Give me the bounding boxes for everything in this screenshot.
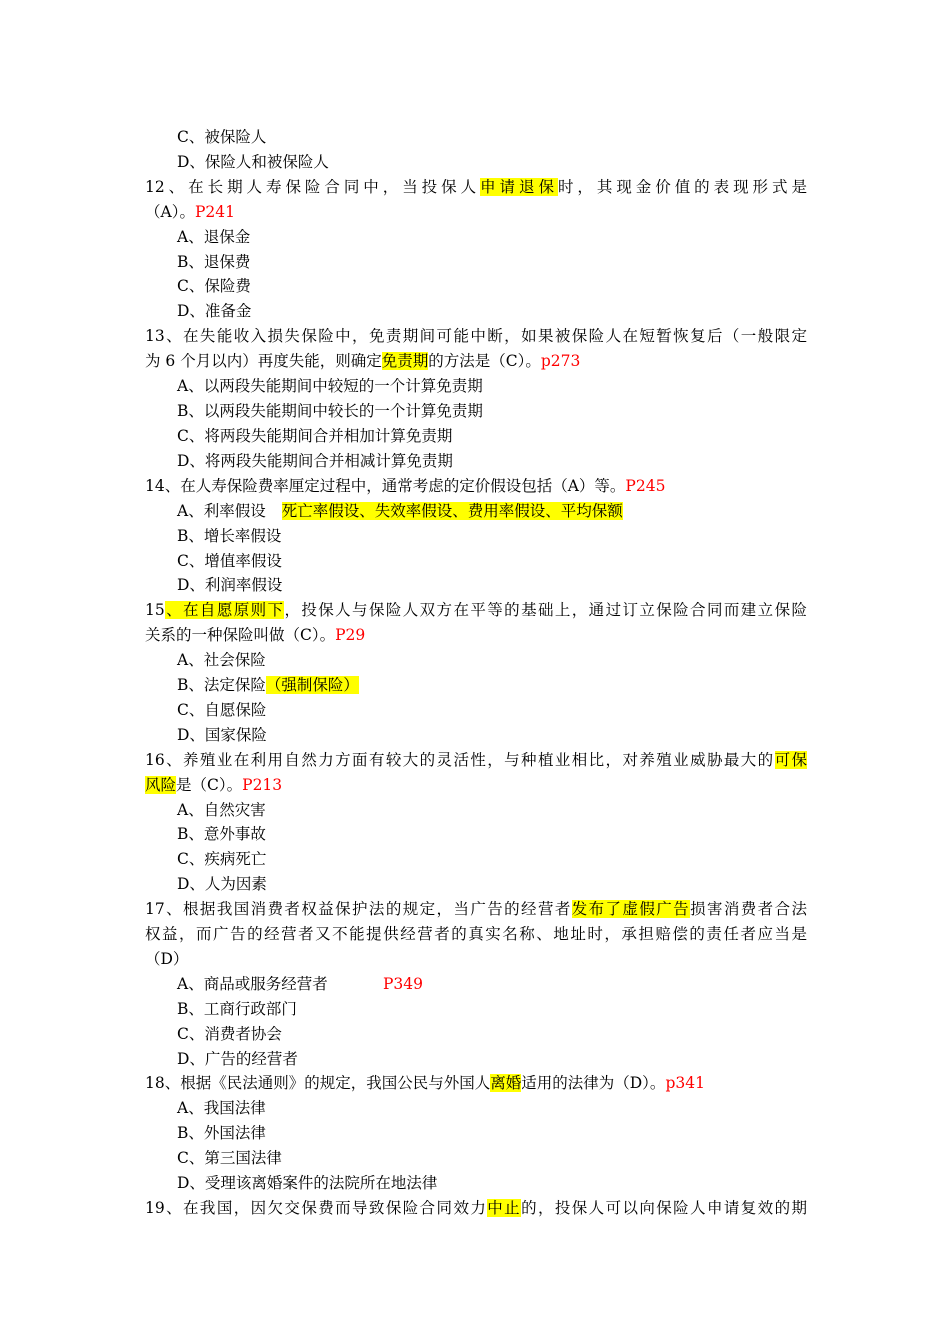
q13-stem-line2: 为 6 个月以内）再度失能，则确定免责期的方法是（C）。p273 xyxy=(145,352,581,370)
q14-option-b: B、增长率假设 xyxy=(177,527,282,545)
q12-stem-line1: 12、在长期人寿保险合同中，当投保人申请退保时，其现金价值的表现形式是 xyxy=(145,178,807,196)
q16-option-c: C、疾病死亡 xyxy=(177,850,267,868)
q12-option-a: A、退保金 xyxy=(177,228,251,246)
q16-stem-line1: 16、养殖业在利用自然力方面有较大的灵活性，与种植业相比，对养殖业威胁最大的可保 xyxy=(145,751,807,769)
q14-option-d: D、利润率假设 xyxy=(177,576,283,594)
page-reference: P29 xyxy=(335,626,366,644)
highlight: 发布了虚假广告 xyxy=(571,900,691,918)
page-reference: P349 xyxy=(383,975,424,993)
highlight: 中止 xyxy=(487,1199,522,1217)
page-reference: P213 xyxy=(242,776,283,794)
highlight: 免责期 xyxy=(381,352,429,370)
q14-stem-line1: 14、在人寿保险费率厘定过程中，通常考虑的定价假设包括（A）等。P245 xyxy=(145,477,666,495)
q12-option-b: B、退保费 xyxy=(177,253,251,271)
highlight: 离婚 xyxy=(490,1074,522,1092)
q13-option-c: C、将两段失能期间合并相加计算免责期 xyxy=(177,427,453,445)
q13-option-a: A、以两段失能期间中较短的一个计算免责期 xyxy=(177,377,483,395)
q15-stem-line1: 15、在自愿原则下，投保人与保险人双方在平等的基础上，通过订立保险合同而建立保险 xyxy=(145,601,807,619)
highlight: 、在自愿原则下 xyxy=(164,601,285,619)
q16-option-a: A、自然灾害 xyxy=(177,801,266,819)
q18-option-a: A、我国法律 xyxy=(177,1099,266,1117)
page-reference: P241 xyxy=(194,203,235,221)
q16-stem-line2: 风险是（C）。P213 xyxy=(145,776,283,794)
q12-stem-line2: （A）。P241 xyxy=(145,203,235,221)
q18-option-d: D、受理该离婚案件的法院所在地法律 xyxy=(177,1174,438,1192)
q16-option-d: D、人为因素 xyxy=(177,875,267,893)
q15-option-c: C、自愿保险 xyxy=(177,701,267,719)
q15-stem-line2: 关系的一种保险叫做（C）。P29 xyxy=(145,626,366,644)
q16-option-b: B、意外事故 xyxy=(177,825,266,843)
q18-option-c: C、第三国法律 xyxy=(177,1149,282,1167)
highlight: 可保 xyxy=(774,751,807,769)
q17-option-b: B、工商行政部门 xyxy=(177,1000,297,1018)
page-reference: p273 xyxy=(540,352,581,370)
q18-stem-line1: 18、根据《民法通则》的规定，我国公民与外国人离婚适用的法律为（D）。p341 xyxy=(145,1074,705,1092)
highlight: 风险 xyxy=(145,776,177,794)
q12-option-c: C、保险费 xyxy=(177,277,251,295)
q17-stem-line1: 17、根据我国消费者权益保护法的规定，当广告的经营者发布了虚假广告损害消费者合法 xyxy=(145,900,807,918)
highlight: 申请退保 xyxy=(480,178,558,196)
q15-option-a: A、社会保险 xyxy=(177,651,266,669)
q12-option-d: D、准备金 xyxy=(177,302,252,320)
q15-option-b: B、法定保险（强制保险） xyxy=(177,676,359,694)
q14-option-c: C、增值率假设 xyxy=(177,552,282,570)
q14-option-a: A、利率假设 死亡率假设、失效率假设、费用率假设、平均保额 xyxy=(177,502,623,520)
q13-option-b: B、以两段失能期间中较长的一个计算免责期 xyxy=(177,402,483,420)
q17-option-d: D、广告的经营者 xyxy=(177,1050,298,1068)
page-reference: P245 xyxy=(625,477,666,495)
q11-option-d: D、保险人和被保险人 xyxy=(177,153,329,171)
q15-option-d: D、国家保险 xyxy=(177,726,267,744)
highlight-note: （强制保险） xyxy=(265,676,359,694)
q17-stem-line3: （D） xyxy=(145,950,189,968)
q17-option-c: C、消费者协会 xyxy=(177,1025,282,1043)
q18-option-b: B、外国法律 xyxy=(177,1124,266,1142)
page-reference: p341 xyxy=(665,1074,705,1092)
q13-option-d: D、将两段失能期间合并相减计算免责期 xyxy=(177,452,453,470)
highlight-note: 死亡率假设、失效率假设、费用率假设、平均保额 xyxy=(281,502,623,520)
q17-option-a: A、商品或服务经营者 P349 xyxy=(177,972,328,996)
q19-stem-line1: 19、在我国，因欠交保费而导致保险合同效力中止的，投保人可以向保险人申请复效的期 xyxy=(145,1199,807,1217)
q11-option-c: C、被保险人 xyxy=(177,128,267,146)
q17-stem-line2: 权益，而广告的经营者又不能提供经营者的真实名称、地址时，承担赔偿的责任者应当是 xyxy=(145,925,807,943)
q13-stem-line1: 13、在失能收入损失保险中，免责期间可能中断，如果被保险人在短暂恢复后（一般限定 xyxy=(145,327,807,345)
